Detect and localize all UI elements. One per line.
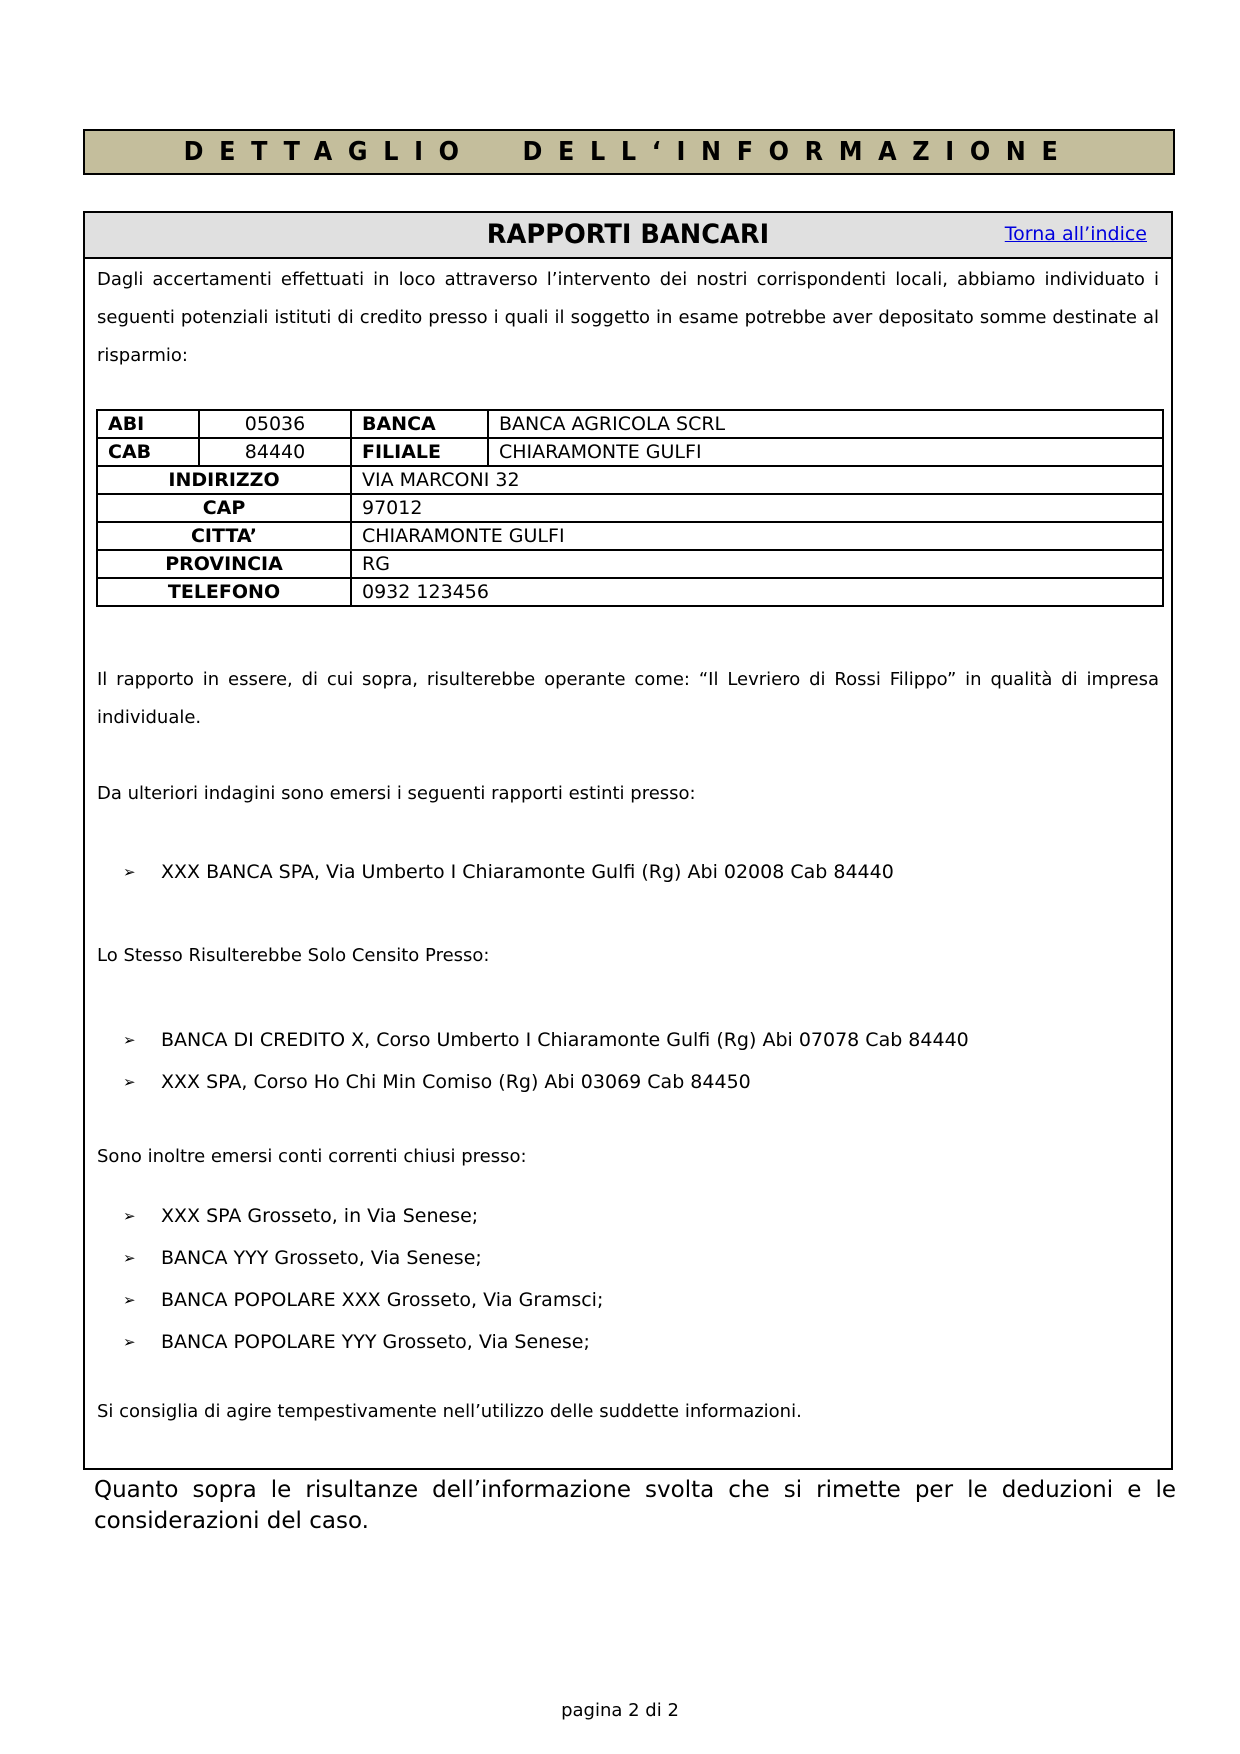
- cab-value: 84440: [199, 438, 351, 466]
- list-item: ➢ BANCA POPOLARE YYY Grosseto, Via Senese;: [123, 1331, 590, 1353]
- arrow-bullet-icon: ➢: [123, 863, 136, 881]
- list-item: ➢ XXX SPA, Corso Ho Chi Min Comiso (Rg) Abi 03069 Cab 84450: [123, 1071, 751, 1093]
- conclusion-paragraph: Quanto sopra le risultanze dell’informazione svolta che si rimette per le deduzioni e le considerazioni del caso.: [94, 1477, 1176, 1534]
- table-row: [97, 438, 1163, 466]
- abi-label: ABI: [97, 410, 199, 438]
- back-to-index-link[interactable]: Torna all’indice: [1004, 223, 1147, 245]
- table-row: [97, 466, 1163, 494]
- table-row: [97, 410, 1163, 438]
- closed-intro: Sono inoltre emersi conti correnti chiusi presso:: [97, 1146, 527, 1167]
- banca-value: BANCA AGRICOLA SCRL: [488, 410, 1163, 438]
- filiale-value: CHIARAMONTE GULFI: [488, 438, 1163, 466]
- citta-label: CITTA’: [97, 522, 351, 550]
- section-title-row: [85, 213, 1171, 259]
- document-header-title: DETTAGLIO DELL‘INFORMAZIONE: [184, 137, 1074, 167]
- list-item: ➢ BANCA DI CREDITO X, Corso Umberto I Chiaramonte Gulfi (Rg) Abi 07078 Cab 84440: [123, 1029, 969, 1051]
- section-title: RAPPORTI BANCARI: [486, 219, 770, 250]
- table-row: [97, 522, 1163, 550]
- cab-label: CAB: [97, 438, 199, 466]
- indirizzo-label: INDIRIZZO: [97, 466, 351, 494]
- rapporti-bancari-section: [83, 211, 1173, 1470]
- table-row: [97, 578, 1163, 606]
- document-header-bar: [83, 129, 1175, 175]
- arrow-bullet-icon: ➢: [123, 1073, 136, 1091]
- telefono-label: TELEFONO: [97, 578, 351, 606]
- census-intro: Lo Stesso Risulterebbe Solo Censito Presso:: [97, 945, 490, 966]
- list-item: ➢ XXX BANCA SPA, Via Umberto I Chiaramonte Gulfi (Rg) Abi 02008 Cab 84440: [123, 861, 894, 883]
- cap-value: 97012: [351, 494, 1163, 522]
- extinct-intro: Da ulteriori indagini sono emersi i seguenti rapporti estinti presso:: [97, 783, 696, 804]
- arrow-bullet-icon: ➢: [123, 1291, 136, 1309]
- advice-paragraph: Si consiglia di agire tempestivamente nell’utilizzo delle suddette informazioni.: [97, 1401, 802, 1422]
- banca-label: BANCA: [351, 410, 488, 438]
- cap-label: CAP: [97, 494, 351, 522]
- arrow-bullet-icon: ➢: [123, 1249, 136, 1267]
- operating-note: Il rapporto in essere, di cui sopra, risulterebbe operante come: “Il Levriero di Rossi Filippo” in qualità di impresa individuale.: [97, 669, 1159, 728]
- citta-value: CHIARAMONTE GULFI: [351, 522, 1163, 550]
- provincia-value: RG: [351, 550, 1163, 578]
- page-number: pagina 2 di 2: [561, 1700, 679, 1721]
- table-row: [97, 494, 1163, 522]
- list-item: ➢ BANCA POPOLARE XXX Grosseto, Via Gramsci;: [123, 1289, 604, 1311]
- bank-details-table: [96, 409, 1164, 607]
- list-item: ➢ XXX SPA Grosseto, in Via Senese;: [123, 1205, 479, 1227]
- arrow-bullet-icon: ➢: [123, 1333, 136, 1351]
- table-row: [97, 550, 1163, 578]
- list-item: ➢ BANCA YYY Grosseto, Via Senese;: [123, 1247, 482, 1269]
- filiale-label: FILIALE: [351, 438, 488, 466]
- telefono-value: 0932 123456: [351, 578, 1163, 606]
- provincia-label: PROVINCIA: [97, 550, 351, 578]
- arrow-bullet-icon: ➢: [123, 1031, 136, 1049]
- indirizzo-value: VIA MARCONI 32: [351, 466, 1163, 494]
- abi-value: 05036: [199, 410, 351, 438]
- intro-paragraph: Dagli accertamenti effettuati in loco attraverso l’intervento dei nostri corrispondenti locali, abbiamo individuato i seguenti potenziali istituti di credito presso i quali il soggetto in esame potrebbe aver depositato somme destinate al risparmio:: [97, 269, 1159, 366]
- arrow-bullet-icon: ➢: [123, 1207, 136, 1225]
